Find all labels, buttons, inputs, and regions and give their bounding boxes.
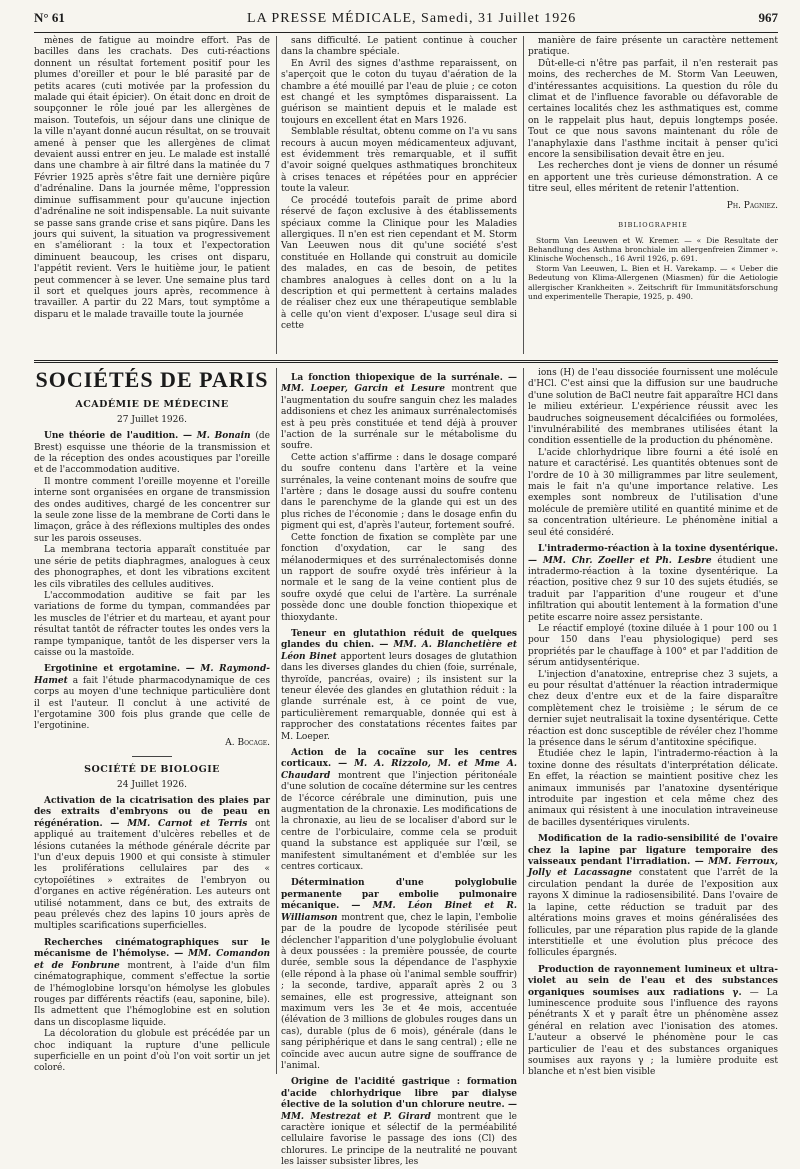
communication	[281, 1077, 517, 1168]
academie-signature: A. Bocage.	[225, 737, 270, 748]
communication-title: Activation de la cicatrisation des plaies par des extraits d'embryons ou de peau en régénération.	[34, 796, 270, 829]
communication-authors: — MM. Loeper, Garcin et Lesure	[281, 373, 517, 395]
communication-title: Action de la cocaïne sur les centres corticaux.	[281, 748, 517, 770]
column-divider	[523, 368, 524, 1074]
communication	[34, 431, 270, 477]
communication	[528, 368, 778, 448]
biologie-date: 24 Juillet 1926.	[117, 779, 187, 790]
biologie-heading: SOCIÉTÉ DE BIOLOGIE	[84, 764, 220, 776]
communication-title: Teneur en glutathion réduit de quelques glandes du chien.	[281, 628, 517, 651]
paragraph: sans difficulté. Le patient continue à coucher dans la chambre spéciale.	[281, 36, 517, 58]
communication-place: (de Brest)	[34, 431, 270, 453]
communication-text: montrent que l'augmentation du soufre sanguin chez les malades addisoniens et chez les animaux surrénalectomisés est à peu près constituée et tend déjà à prouver l'action de la surrénale sur le métabolisme du soufre.	[281, 384, 517, 452]
column-divider	[523, 36, 524, 354]
communication-authors: — MM. Léon Binet et R. Williamson	[281, 901, 517, 923]
communication-title: Production de rayonnement lumineux et ultra-violet au sein de l'eau et des substances organiques soumises aux radiations γ.	[528, 964, 778, 998]
communication-text: montrent que l'injection péritonéale d'une solution de cocaïne détermine sur les centres de l'écorce cérébrale une diminution, puis une augmentation de la chronaxie. Les modifications de la chronaxie, au lieu de se localiser d'abord sur le centre de l'orbiculaire, comme cela se produit quand la substance est appliquée sur l'œil, se manifestent simultanément et d'emblée sur les centres corticaux.	[281, 770, 518, 873]
communication-text: étudient une intradermo-réaction à la toxine dysentérique. La réaction, positive chez 9 sur 10 des sujets étudiés, se traduit par l'apparition d'une rougeur et d'une infiltration qui aboutit lentement à la formation d'une petite escarre noire assez persistante.	[528, 555, 778, 623]
communication-text: montrent que le caractère ionique et sélectif de la perméabilité cellulaire favorise le passage des ions (Cl) des chlorures. Le principe de la neutralité ne pouvant les laisser subsister libres, les	[281, 1111, 517, 1168]
communication-text: Étudiée chez le lapin, l'intradermo-réaction à la toxine donne des résultats d'interprétation délicate. En effet, la réaction se maintient positive chez les animaux immunisés par l'anatoxine dysentérique introduite par ingestion et cela même chez des animaux qui résistent à une inoculation intraveineuse de bacilles dysentériques virulents.	[528, 749, 778, 828]
communication	[281, 748, 517, 873]
communication-text: La décoloration du globule est précédée par un choc indiquant la rupture d'une pellicule superficielle en un point d'où l'on voit sortir un jet coloré.	[34, 1029, 270, 1074]
communication	[281, 878, 517, 1072]
page-number: 967	[758, 10, 778, 25]
communication-title: Modification de la radio-sensibilité de l'ovaire chez la lapine par ligature temporaire des vaisseaux pendant l'irradiation.	[528, 834, 778, 868]
communication-authors: — MM. Comandon et de Fonbrune	[34, 949, 270, 971]
communication-authors: — MM. Chr. Zoeller et Ph. Lesbre	[528, 555, 718, 566]
communication-title: Recherches cinématographiques sur le mécanisme de l'hémolyse.	[34, 937, 270, 960]
communication	[34, 591, 270, 659]
column-divider	[276, 36, 277, 354]
communication-text: esquisse une théorie de la transmission et de la réception des ondes acoustiques par l'oreille et de l'accommodation auditive.	[34, 442, 270, 476]
bottom-column-3	[528, 368, 779, 1078]
communication-text: Cette fonction de fixation se complète par une fonction d'oxydation, car le sang des mélanodermiques et des surrénalectomisés donne un rapport de soufre oxydé très inférieur à la normale et le sang de la veine contient plus de soufre oxydé que celui de l'artère. La surrénale possède donc une double fonction thiopexique et thioxydante.	[281, 532, 517, 623]
communication	[528, 624, 778, 670]
communication-text: constatent que l'arrêt de la circulation pendant la durée de l'exposition aux rayons X diminue la radiosensibilité. Dans l'ovaire de la lapine, cette réduction se traduit par des altérations moins graves et moins généralisées des follicules, par une réparation plus rapide de la glande interstitielle et une évolution plus précoce des follicules épargnés.	[528, 868, 778, 959]
communication	[34, 938, 270, 1029]
communication	[281, 533, 517, 624]
communication-title: L'intradermo-réaction à la toxine dysentérique.	[538, 544, 778, 555]
communication-authors: — M. A. Rizzolo, M. et Mme A. Chaudard	[281, 759, 517, 781]
paragraph: Ce procédé toutefois paraît de prime abord réservé de façon exclusive à des établissements spéciaux comme la Clinique pour les Maladies allergiques. Il n'en est rien cependant et M. Storm Van Leeuwen nous dit qu'une société s'est constituée en Hollande qui construit au domicile des malades, en cas de besoin, de petites chambres analogues à celles dont on a lu la description et qui permettent à certains malades de réaliser chez eux une thérapeutique semblable à celle qu'on vient d'exposer. L'usage seul dira si cette	[281, 195, 517, 332]
communication	[281, 453, 517, 533]
communication-text: La membrana tectoria apparaît constituée par une série de petits diaphragmes, analogues à ceux des phonographes, et dont les vibrations excitent les cils vibratiles des cellules auditives.	[34, 545, 270, 590]
communication-text: Il montre comment l'oreille moyenne et l'oreille interne sont organisées en organe de transmission des ondes auditives, chargé de les concentrer sur la seule zone lisse de la membrane de Corti dans le limaçon, grâce à des réflexions multiples des ondes sur les parois osseuses.	[34, 476, 270, 544]
communication	[528, 834, 778, 959]
top-column-1	[34, 36, 270, 354]
issue-number: N° 61	[34, 10, 65, 25]
academie-heading: ACADÉMIE DE MÉDECINE	[75, 399, 229, 411]
communication-text: L'accommodation auditive se fait par les variations de forme du tympan, commandées par les muscles de l'étrier et du marteau, et ayant pour résultat tantôt de réfracter toutes les ondes vers la rampe tympanique, tantôt de les disperser vers la caisse ou la mastoïde.	[34, 590, 270, 658]
communication-text: Le réactif employé (toxine diluée à 1 pour 100 ou 1 pour 150 dans l'eau physiologique) perd ses propriétés par le chauffage à 100° et par l'addition de sérum antidysentérique.	[528, 623, 778, 669]
paragraph: En Avril des signes d'asthme reparaissent, on s'aperçoit que le coton du tuyau d'aération de la chambre a été mouillé par l'eau de pluie ; ce coton est changé et les symptômes disparaissent. La guérison se maintient depuis et le malade est toujours en excellent état en Mars 1926.	[281, 58, 517, 126]
communication-text: L'injection d'anatoxine, entreprise chez 3 sujets, a eu pour résultat d'atténuer la réaction intradermique chez deux d'entre eux et de la faire disparaître complètement chez le troisième ; le sérum de ce dernier sujet neutralisait la toxine dysentérique. Cette réaction est donc susceptible de révéler chez l'homme la présence dans le sérum d'antitoxine spécifique.	[528, 669, 778, 748]
communication	[34, 545, 270, 591]
communication	[528, 448, 778, 539]
communication-title: La fonction thiopexique de la surrénale.	[291, 373, 508, 383]
top-column-2	[281, 36, 517, 354]
journal-title: LA PRESSE MÉDICALE, Samedi, 31 Juillet 1926	[247, 11, 577, 26]
communication-text: Cette action s'affirme : dans le dosage comparé du soufre contenu dans l'artère et la veine surrénales, la veine contenant moins de soufre que l'artère ; dans le dosage aussi du soufre contenu dans le parenchyme de la glande qui est un des plus riches de l'économie ; dans le dosage enfin du pigment qui est, d'après l'auteur, fortement soufré.	[281, 452, 517, 532]
communication	[281, 373, 517, 453]
communication	[281, 629, 517, 743]
communication-title: Ergotinine et ergotamine.	[44, 664, 186, 675]
communication	[34, 477, 270, 545]
section-title: SOCIÉTÉS DE PARIS	[35, 367, 269, 392]
communication-text: montrent que, chez le lapin, l'embolie par de la poudre de lycopode stérilisée peut déclencher l'apparition d'une polyglobulie évoluant à deux poussées : la première poussée, de courte durée, semble sous la dépendance de l'asphyxie (elle répond à la phase où l'animal semble souffrir) ; la seconde, tardive, apparaît après 2 ou 3 semaines, elle est progressive, atteignant son maximum vers les 3e et 4e mois, accentuée (élévation de 3 millions de globules rouges dans un cas), durable (plus de 6 mois), générale (dans le sang périphérique et dans le sang central) ; elle ne coïncide avec aucun autre signe de souffrance de l'animal.	[281, 912, 517, 1071]
communication-text: a fait l'étude pharmacodynamique de ces corps au moyen d'une technique particulière dont il est l'auteur. Il conclut à une activité de l'ergotamine 300 fois plus grande que celle de l'ergotinine.	[34, 675, 270, 732]
communication-text: montrent, à l'aide d'un film cinématographique, comment s'effectue la sortie de l'hémoglobine lorsqu'on hémolyse les globules rouges par différents réactifs (eau, saponine, bile). Ils admettent que l'hémoglobine est en solution dans un discoplasme liquide.	[34, 960, 270, 1028]
paragraph: Semblable résultat, obtenu comme on l'a vu sans recours à aucun moyen médicamenteux adjuvant, est évidemment très remarquable, et il suffit d'avoir soigné quelques asthmatiques bronchiteux à crises tenaces et répétées pour en apprécier toute la valeur.	[281, 127, 517, 195]
communication-authors: — M. Raymond-Hamet	[34, 664, 270, 686]
communication-authors: — MM. Ferroux, Jolly et Lacassagne	[528, 857, 779, 879]
communication	[528, 965, 778, 1079]
communication-text: apportent leurs dosages de glutathion dans les diverses glandes du chien (foie, surrénale, thyroïde, pancréas, ovaire) ; ils insistent sur la teneur élevée des glandes en glutathion réduit : la glande surrénale est, à ce point de vue, particulièrement remarquable, donnée qui est à rapprocher des constatations récentes faites par M. Loeper.	[281, 651, 517, 742]
communication-title: Une théorie de l'audition.	[44, 431, 184, 442]
communication	[34, 796, 270, 933]
bibliography-entry: Storm Van Leeuwen, L. Bien et H. Varekamp. — « Ueber die Bedeutung von Klima-Allergenen (Miasmen) für die Aetiologie allergischer Krankheiten ». Zeitschrift für Immunitätsforschung und experimentelle Therapie, 1925, p. 490.	[528, 263, 778, 301]
divider	[132, 756, 172, 757]
communication	[34, 664, 270, 732]
communication-text: L'acide chlorhydrique libre fourni a été isolé en nature et caractérisé. Les quantités obtenues sont de l'ordre de 10 à 30 milligrammes par litre seulement, mais le fait n'a qu'une importance relative. Les exemples sont nombreux de l'utilisation d'une molécule de première utilité en quantité minime et de sa concentration ultérieure. Le phénomène initial a seul été considéré.	[528, 447, 778, 538]
communication	[528, 749, 778, 829]
page-header	[34, 10, 778, 33]
communication-text: ont appliqué au traitement d'ulcères rebelles et de lésions cutanées la méthode générale décrite par l'un d'eux depuis 1900 et qui consiste à stimuler les proliférations cellulaires par des « cytopoïétines » extraites de l'embryon ou d'organes en active régénération. Les auteurs ont utilisé notamment, dans ce but, des extraits de peau prélevés chez des lapins 10 jours après de multiples scarifications superficielles.	[34, 818, 270, 932]
communication-text: ions (H) de l'eau dissociée fournissent une molécule d'HCl. C'est ainsi que la diffusion sur une baudruche d'une solution de BaCl neutre fait apparaître HCl dans le milieu extérieur. L'expérience réussit avec les baudruches soigneusement décalcifiées ou formolées, l'invulnérabilité des membranes utilisées étant la condition essentielle de la production du phénomène.	[528, 368, 778, 447]
bibliography-heading: BIBLIOGRAPHIE	[618, 221, 688, 230]
communication-title: Origine de l'acidité gastrique : formation d'acide chlorhydrique libre par dialyse élective de la solution d'un chlorure neutre.	[281, 1077, 517, 1111]
communication	[34, 1029, 270, 1075]
communication-authors: — M. Bonain	[183, 431, 256, 442]
communication	[528, 670, 778, 750]
communication-authors: — MM. Mestrezat et P. Girard	[281, 1100, 517, 1122]
communication-title: Détermination d'une polyglobulie permanente par embolie pulmonaire mécanique.	[281, 878, 517, 912]
paragraph: manière de faire présente un caractère nettement pratique.	[528, 36, 778, 58]
communication	[528, 544, 778, 624]
signature: Ph. Pagniez.	[726, 200, 778, 211]
top-column-3	[528, 36, 778, 354]
bottom-column-2	[281, 368, 518, 1168]
section-separator	[34, 360, 778, 363]
communication-text: — La luminescence produite sous l'influence des rayons pénétrants X et γ paraît être un phénomène assez général en relation avec l'ionisation des atomes. L'auteur a observé le phénomène pour le cas particulier de l'eau et des substances organiques soumises aux rayons γ ; la lumière produite est blanche et n'est bien visible	[528, 987, 779, 1078]
communication-authors: — MM. Carnot et Terris	[110, 818, 256, 829]
bibliography-entry: Storm Van Leeuwen et W. Kremer. — « Die Resultate der Behandlung des Asthma bronchiale im allergenfreien Zimmer ». Klinische Wochensch., 16 Avril 1926, p. 691.	[528, 235, 778, 264]
paragraph: mènes de fatigue au moindre effort. Pas de bacilles dans les crachats. Des cuti-réactions donnent un résultat fortement positif pour les plumes d'oreiller et pour le blé parasité par de petits acares (cuti motivée par la profession du malade qui était épicier). On était donc en droit de soupçonner le rôle joué par les allergènes de maison. Toutefois, un séjour dans une clinique de la ville n'ayant donné aucun résultat, on se trouvait amené à penser que les allergènes de climat devaient aussi entrer en jeu. Le malade est installé dans une chambre à air filtré dans la matinée du 7 Février 1925 après s'être fait une dernière piqûre d'adrénaline. Dans la journée même, l'oppression diminue suffisamment pour qu'aucune injection d'adrénaline ne soit indispensable. La nuit suivante se passe sans grande crise et sans piqûre. Dans les jours qui suivent, la situation va progressivement en s'améliorant : la toux et l'expectoration diminuent beaucoup, les crises ont disparu, l'appétit revient. Vers le huitième jour, le patient peut commencer à se lever. Une semaine plus tard il sort et quelques jours après, recommence à travailler. A partir du 22 Mars, tout symptôme a disparu et le malade travaille toute la journée	[34, 36, 270, 320]
communication-authors: — MM. A. Blanchetière et Léon Binet	[281, 640, 517, 662]
column-divider	[276, 368, 277, 1074]
academie-date: 27 Juillet 1926.	[117, 414, 187, 425]
bottom-column-1	[34, 367, 270, 1074]
paragraph: Les recherches dont je viens de donner un résumé en apportent une très curieuse démonstration. A ce titre seul, elles méritent de retenir l'attention.	[528, 161, 778, 195]
paragraph: Dût-elle-ci n'être pas parfait, il n'en resterait pas moins, des recherches de M. Storm Van Leeuwen, d'intéressantes acquisitions. La question du rôle du climat et de l'influence favorable ou défavorable de certaines localités chez les asthmatiques est, comme on le rappelait plus haut, depuis longtemps posée. Tout ce que nous savons maintenant du rôle de l'anaphylaxie dans l'asthme incitait à penser qu'ici encore la sensibilisation devait être en jeu.	[528, 58, 778, 161]
